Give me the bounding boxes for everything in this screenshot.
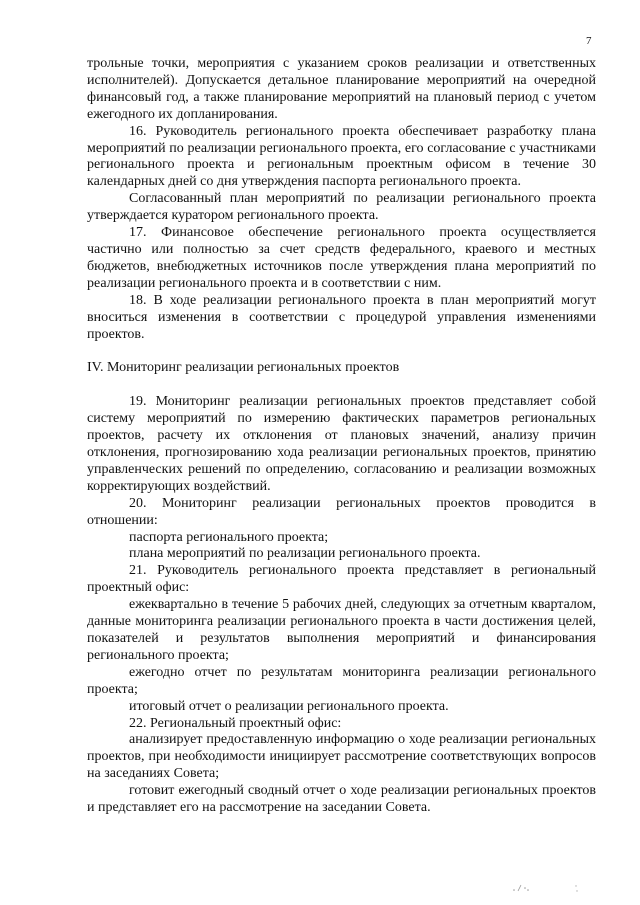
list-item: паспорта регионального проекта; [129,529,329,545]
list-item: плана мероприятий по реализации регионального проекта. [129,546,481,562]
paragraph-15-continuation: трольные точки, мероприятия с указанием сроков реализации и ответственных исполнителей). Допускается детальное планирование мероприятий на очередной финансовый год, а также планирование мероприятий на плановый период с учетом ежегодного их допланирования. [87,56,596,122]
paragraph-22: 22. Региональный проектный офис: [129,715,342,731]
paragraph-21: 21. Руководитель регионального проекта представляет в региональный проектный офис: [87,563,596,596]
paragraph-18: 18. В ходе реализации регионального проекта в план мероприятий могут вноситься изменения в соответствии с процедурой управления изменениями проектов. [87,292,596,342]
scan-artifact-mark [511,883,533,893]
document-body [87,56,596,817]
paragraph-16-approval: Согласованный план мероприятий по реализации регионального проекта утверждается куратором регионального проекта. [87,191,596,224]
scan-artifact-mark [573,883,581,893]
page-number: 7 [586,35,592,47]
paragraph-16: 16. Руководитель регионального проекта обеспечивает разработку плана мероприятий по реализации регионального проекта, его согласование с участниками регионального проекта и региональным проектным офисом в течение 30 календарных дней со дня утверждения паспорта регионального проекта. [87,123,596,190]
paragraph-20: 20. Мониторинг реализации региональных проектов проводится в отношении: [87,495,596,528]
list-item: ежеквартально в течение 5 рабочих дней, следующих за отчетным кварталом, данные мониторинга реализации регионального проекта в части достижения целей, показателей и результатов выполнения мероприятий и финансирования регионального проекта; [87,597,596,663]
section-heading: IV. Мониторинг реализации региональных проектов [87,360,400,376]
paragraph-19: 19. Мониторинг реализации региональных проектов представляет собой систему мероприятий по измерению фактических параметров региональных проектов, расчету их отклонения от плановых значений, анализу причин отклонения, прогнозированию хода реализации региональных проектов, принятию управленческих решений по определению, согласованию и реализации возможных корректирующих воздействий. [87,394,596,494]
list-item: готовит ежегодный сводный отчет о ходе реализации региональных проектов и представляет его на рассмотрение на заседании Совета. [87,783,596,816]
list-item: итоговый отчет о реализации регионального проекта. [129,698,449,714]
list-item: анализирует предоставленную информацию о ходе реализации региональных проектов, при необходимости инициирует рассмотрение соответствующих вопросов на заседаниях Совета; [87,732,596,782]
paragraph-17: 17. Финансовое обеспечение регионального проекта осуществляется частично или полностью за счет средств федерального, краевого и местных бюджетов, внебюджетных источников после утверждения плана мероприятий по реализации регионального проекта и в соответствии с ним. [87,225,596,291]
list-item: ежегодно отчет по результатам мониторинга реализации регионального проекта; [87,664,596,697]
